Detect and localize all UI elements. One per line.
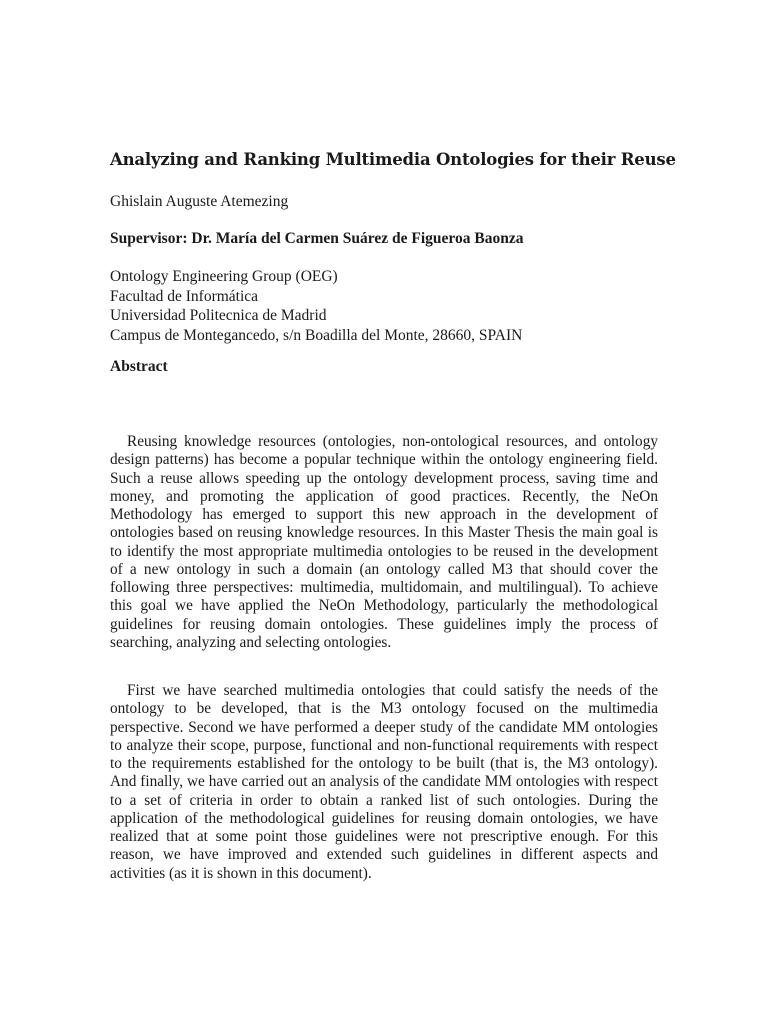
affiliation-line: Universidad Politecnica de Madrid: [110, 307, 327, 324]
paper-title: Analyzing and Ranking Multimedia Ontologies for their Reuse: [110, 150, 676, 169]
author-name: Ghislain Auguste Atemezing: [110, 193, 289, 210]
affiliation-line: Campus de Montegancedo, s/n Boadilla del Monte, 28660, SPAIN: [110, 326, 523, 344]
abstract-paragraph: First we have searched multimedia ontologies that could satisfy the needs of the ontology to be developed, that is the M3 ontology focused on the multimedia perspective. Second we have performed a deeper study of the candidate MM ontologies to analyze their scope, purpose, functional and non-functional requirements with respect to the requirements established for the ontology to be built (that is, the M3 ontology). And finally, we have carried out an analysis of the candidate MM ontologies with respect to a set of criteria in order to obtain a ranked list of such ontologies. During the application of the methodological guidelines for reusing domain ontologies, we have realized that at some point those guidelines were not prescriptive enough. For this reason, we have improved and extended such guidelines in different aspects and activities (as it is shown in this document).: [110, 682, 658, 882]
supervisor-line: Supervisor: Dr. María del Carmen Suárez de Figueroa Baonza: [110, 230, 524, 247]
abstract-paragraph: Reusing knowledge resources (ontologies, non-ontological resources, and ontology design patterns) has become a popular technique within the ontology engineering field. Such a reuse allows speeding up the ontology development process, saving time and money, and promoting the application of good practices. Recently, the NeOn Methodology has emerged to support this new approach in the development of ontologies based on reusing knowledge resources. In this Master Thesis the main goal is to identify the most appropriate multimedia ontologies to be reused in the development of a new ontology in such a domain (an ontology called M3 that should cover the following three perspectives: multimedia, multidomain, and multilingual). To achieve this goal we have applied the NeOn Methodology, particularly the methodological guidelines for reusing domain ontologies. These guidelines imply the process of searching, analyzing and selecting ontologies.: [110, 433, 658, 651]
affiliation-line: Ontology Engineering Group (OEG): [110, 268, 338, 285]
affiliation-line: Facultad de Informática: [110, 287, 259, 305]
abstract-heading: Abstract: [110, 358, 168, 375]
affiliation-block: [110, 267, 522, 345]
